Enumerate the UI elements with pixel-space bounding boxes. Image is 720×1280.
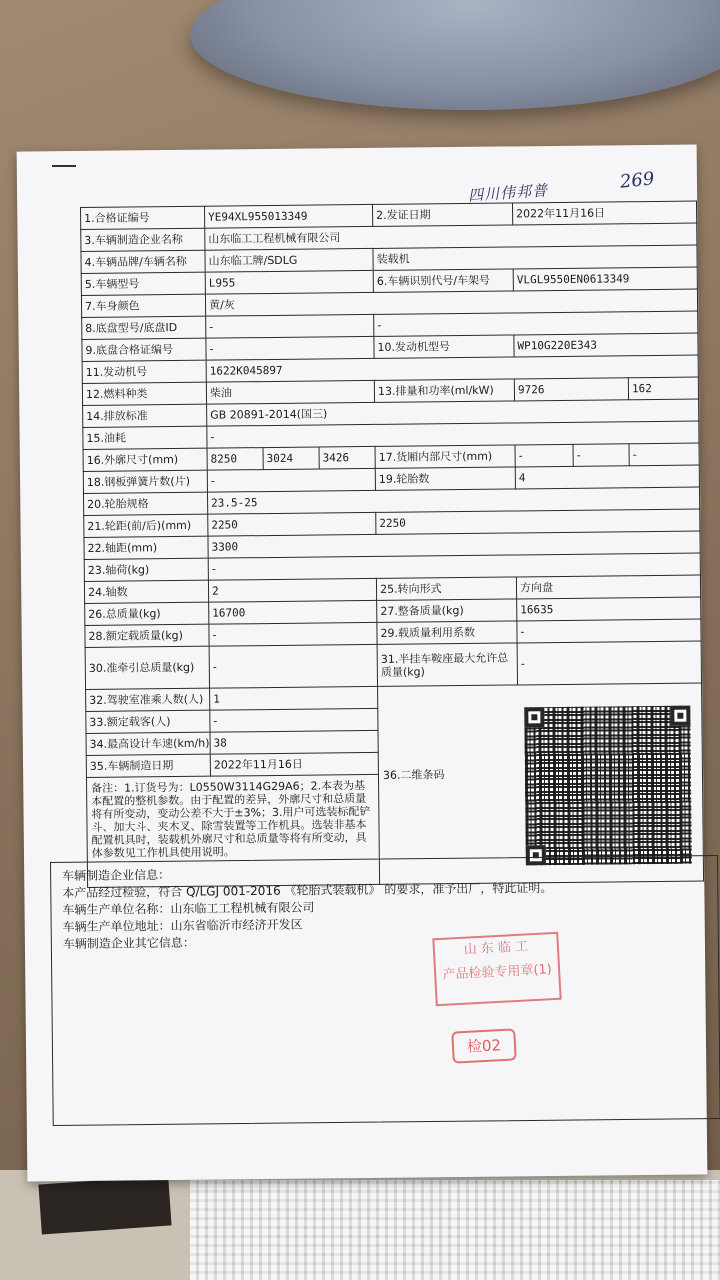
- footer-other-info: 车辆制造企业其它信息：: [62, 935, 195, 951]
- inspection-stamp: [432, 932, 561, 1007]
- axle-load-label: 23.轴荷(kg): [84, 558, 208, 581]
- displacement-value: 9726: [514, 378, 628, 401]
- manufacturer-value: 山东临工工程机械有限公司: [205, 223, 697, 250]
- qr-label: 36.二维条码: [382, 768, 445, 782]
- wheelbase-label: 22.轴距(mm): [84, 536, 208, 559]
- cargo-height-value: -: [629, 443, 699, 466]
- brand-value: 山东临工牌/SDLG: [205, 248, 373, 272]
- vehicle-name-value: 装载机: [373, 245, 697, 270]
- rated-load-label: 28.额定载质量(kg): [85, 624, 209, 647]
- notes-text: 备注：1.订货号为：L0550W3114G29A6；2.本表为基本配置的整机参数。由于配置的差异，外廓尺寸和总质量将有所变动，变动公差不大于±3%；3.用户可选装标配铲斗、加大斗、夹木叉、除雪装置等工作机具。选装非基本配置机具时，装载机外廓尺寸和总质量等将有所变动，具体参数见工作机具使用说明。: [86, 774, 379, 887]
- rear-track-value: 2250: [376, 509, 700, 534]
- axle-count-value: 2: [208, 578, 376, 602]
- saddle-mass-label: 31.半挂车鞍座最大允许总质量(kg): [377, 643, 517, 686]
- engine-model-value: WP10G220E343: [514, 333, 698, 357]
- manufacture-date-label: 35.车辆制造日期: [86, 754, 210, 777]
- manufacturer-label: 3.车辆制造企业名称: [81, 228, 205, 251]
- tire-count-value: 4: [515, 465, 699, 489]
- cert-number-label: 1.合格证编号: [81, 206, 205, 229]
- cert-number-value: YE94XL955013349: [204, 204, 372, 228]
- spring-label: 18.钢板弹簧片数(片): [83, 470, 207, 493]
- chassis-model-label: 8.底盘型号/底盘ID: [82, 316, 206, 339]
- towing-mass-value: -: [209, 644, 377, 688]
- brand-label: 4.车辆品牌/车辆名称: [81, 250, 205, 273]
- max-speed-label: 34.最高设计车速(km/h): [86, 732, 210, 755]
- length-value: 8250: [207, 448, 263, 471]
- height-value: 3426: [319, 446, 375, 469]
- fuel-consumption-value: -: [207, 421, 699, 448]
- saddle-mass-value: -: [517, 641, 701, 685]
- passenger-value: -: [210, 708, 378, 732]
- steering-value: 方向盘: [516, 575, 700, 599]
- margin-mark: [52, 165, 76, 167]
- power-value: 162: [628, 377, 698, 400]
- handwritten-page-number: 269: [618, 168, 656, 193]
- certificate-table: [80, 201, 704, 888]
- tire-count-label: 19.轮胎数: [375, 467, 515, 490]
- steering-label: 25.转向形式: [376, 577, 516, 600]
- wheelbase-value: 3300: [208, 531, 700, 558]
- cab-capacity-value: 1: [210, 686, 378, 710]
- chassis-id-value: -: [374, 311, 698, 336]
- cargo-length-value: -: [515, 444, 573, 467]
- issue-date-value: 2022年11月16日: [513, 201, 697, 225]
- cab-capacity-label: 32.驾驶室准乘人数(人): [86, 688, 210, 711]
- vin-label: 6.车辆识别代号/车架号: [373, 269, 513, 292]
- curb-mass-value: 16635: [517, 597, 701, 621]
- fuel-label: 12.燃料种类: [82, 382, 206, 405]
- load-coefficient-label: 29.载质量利用系数: [377, 621, 517, 644]
- tire-spec-label: 20.轮胎规格: [84, 492, 208, 515]
- qr-code: [524, 706, 692, 866]
- rated-load-value: -: [209, 622, 377, 646]
- chassis-cert-value: -: [206, 336, 374, 360]
- manufacture-date-value: 2022年11月16日: [210, 752, 378, 776]
- fuel-consumption-label: 15.油耗: [83, 426, 207, 449]
- color-value: 黄/灰: [205, 289, 697, 316]
- load-coefficient-value: -: [517, 619, 701, 643]
- engine-model-label: 10.发动机型号: [374, 335, 514, 358]
- notebook: [38, 1176, 171, 1235]
- engine-number-label: 11.发动机号: [82, 360, 206, 383]
- passenger-label: 33.额定载客(人): [86, 710, 210, 733]
- inspector-stamp: 检02: [451, 1028, 517, 1063]
- plastic-bag: [190, 1180, 720, 1280]
- handwritten-note: 四川伟邦普: [467, 181, 549, 205]
- emission-value: GB 20891-2014(国三): [207, 399, 699, 426]
- track-label: 21.轮距(前/后)(mm): [84, 514, 208, 537]
- footer-producer-name: 车辆生产单位名称：山东临工工程机械有限公司: [62, 900, 315, 917]
- width-value: 3024: [263, 447, 319, 470]
- towing-mass-label: 30.准牵引总质量(kg): [85, 646, 209, 689]
- fuel-value: 柴油: [206, 380, 374, 404]
- max-speed-value: 38: [210, 730, 378, 754]
- spring-value: -: [207, 468, 375, 492]
- chassis-cert-label: 9.底盘合格证编号: [82, 338, 206, 361]
- color-label: 7.车身颜色: [81, 294, 205, 317]
- manufacturer-info: [62, 862, 663, 953]
- chassis-model-value: -: [206, 314, 374, 338]
- engine-number-value: 1622K045897: [206, 355, 698, 382]
- footer-heading: 车辆制造企业信息：: [62, 867, 171, 883]
- stamp-line-2: 产品检验专用章(1): [442, 962, 553, 983]
- footer-producer-address: 车辆生产单位地址：山东省临沂市经济开发区: [62, 917, 303, 934]
- cargo-width-value: -: [573, 444, 629, 467]
- displacement-label: 13.排量和功率(ml/kW): [374, 379, 514, 402]
- tire-spec-value: 23.5-25: [207, 487, 699, 514]
- axle-count-label: 24.轴数: [84, 580, 208, 603]
- vin-value: VLGL9550EN0613349: [513, 267, 697, 291]
- total-mass-value: 16700: [209, 600, 377, 624]
- total-mass-label: 26.总质量(kg): [85, 602, 209, 625]
- cargo-dimensions-label: 17.货厢内部尺寸(mm): [375, 445, 515, 468]
- model-label: 5.车辆型号: [81, 272, 205, 295]
- curb-mass-label: 27.整备质量(kg): [377, 599, 517, 622]
- qr-cell: [378, 683, 704, 884]
- stamp-line-1: 山 东 临 工: [463, 939, 529, 958]
- emission-label: 14.排放标准: [83, 404, 207, 427]
- row-30: [85, 641, 701, 689]
- front-track-value: 2250: [208, 512, 376, 536]
- model-value: L955: [205, 270, 373, 294]
- footer-compliance: 本产品经过检验，符合 Q/LGJ 001-2016 《轮胎式装载机》 的要求，准予出厂，特此证明。: [62, 880, 553, 900]
- dimensions-label: 16.外廓尺寸(mm): [83, 448, 207, 471]
- axle-load-value: -: [208, 553, 700, 580]
- issue-date-label: 2.发证日期: [373, 203, 513, 226]
